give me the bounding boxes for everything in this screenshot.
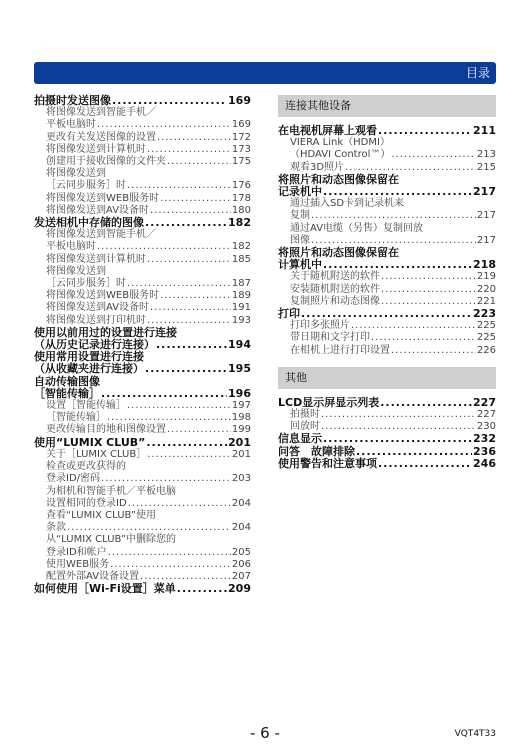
toc-subentry[interactable] [278,320,496,332]
toc-page-number: 220 [476,283,496,295]
toc-entry[interactable] [34,95,251,107]
toc-entry-title: 安装随机附送的软件 [290,283,380,295]
dot-leader [167,424,231,436]
toc-page-number: 225 [476,332,496,344]
dot-leader [108,547,231,559]
toc-page-number: 218 [473,258,496,272]
toc-entry[interactable] [278,174,496,198]
toc-page-number: 201 [231,448,251,460]
toc-entry-title: 平板电脑时 [46,241,96,253]
toc-entry[interactable] [278,458,496,470]
toc-entry-title: 复制 [290,210,310,222]
toc-entry-title: 将图像发送到计算机时 [46,253,146,265]
toc-subentry[interactable] [34,254,251,266]
dot-leader [110,559,231,571]
toc-subentry[interactable] [278,296,496,308]
toc-subentry[interactable] [34,412,251,424]
dot-leader [167,156,231,168]
toc-right-column [278,95,496,470]
dot-leader [381,284,476,296]
toc-page-number: 198 [231,412,251,424]
dot-leader [128,498,231,510]
toc-entry-title: 通过AV电缆（另售）复制回放 [290,222,424,234]
toc-entry-title: 打印多张照片 [290,320,350,332]
toc-entry-title: 将照片和动态图像保留在 [278,246,399,260]
toc-entry-title: 将图像发送到智能手机／ [46,229,156,241]
header-bar [34,62,496,84]
toc-entry-title: ［智能传输］ [34,386,100,400]
dot-leader [146,437,227,449]
toc-entry-title: 将图像发送到计算机时 [46,143,146,155]
toc-entry-title: 关于［LUMIX CLUB］ [46,448,147,460]
dot-leader [380,397,472,409]
toc-entry[interactable] [278,308,496,320]
toc-page-number: 201 [228,435,251,449]
toc-entry-title: 通过插入SD卡到记录机来 [290,198,405,210]
dot-leader [147,254,231,266]
toc-entry-title: 自动传输图像 [34,374,100,388]
dot-leader [391,345,476,357]
toc-page-number: 206 [231,558,251,570]
toc-page-number: 209 [228,582,251,596]
toc-subentry[interactable] [34,559,251,571]
toc-page-number: 169 [228,94,251,107]
toc-entry-title: 将图像发送到AV设备时 [46,302,150,314]
section-heading: 其他 [278,367,496,389]
toc-entry[interactable] [278,247,496,271]
dot-leader [323,259,472,271]
toc-entry-title: 配置外部AV设备设置 [46,570,140,582]
toc-entry-title: 将图像发送到WEB服务时 [46,192,160,204]
toc-entry-title: 将图像发送到 [46,168,106,180]
toc-entry-title: 计算机中 [278,258,322,272]
page-number: - 6 - [250,724,280,742]
dot-leader [321,421,476,433]
toc-page-number: 176 [231,180,251,192]
toc-page-number: 217 [473,185,496,199]
toc-entry-title: 在电视机屏幕上观看 [278,124,377,137]
dot-leader [127,400,231,412]
toc-entry[interactable] [34,583,251,595]
toc-entry-title: 登录ID和帐户 [46,546,107,558]
dot-leader [371,332,476,344]
toc-subentry[interactable] [34,266,251,290]
toc-subentry[interactable] [34,510,251,534]
toc-page-number: 215 [476,161,496,173]
toc-entry[interactable] [34,217,251,229]
toc-subentry[interactable] [34,144,251,156]
toc-entry-title: 更改传输目的地和图像设置 [46,424,166,436]
toc-page-number: 203 [231,473,251,485]
toc-page-number: 169 [231,119,251,131]
toc-page-number: 185 [231,253,251,265]
toc-entry-title: 复制照片和动态图像 [290,295,380,307]
dot-leader [145,363,227,375]
toc-page-number: 205 [231,546,251,558]
toc-entry-title: VIERA Link（HDMI） [290,137,390,149]
toc-page-number: 187 [231,278,251,290]
toc-entry-title: 拍摄时 [290,409,320,421]
toc-subentry[interactable] [34,461,251,485]
toc-entry-title: 将图像发送到 [46,265,106,277]
toc-entry[interactable] [34,437,251,449]
toc-entry[interactable] [278,125,496,137]
toc-page-number: 193 [231,314,251,326]
dot-leader [145,217,227,229]
toc-entry-title: 从“LUMIX CLUB”中删除您的 [46,534,177,546]
dot-leader [301,308,472,320]
toc-entry-title: 使用“LUMIX CLUB” [34,435,146,449]
toc-entry-title: 观看3D照片 [290,161,345,173]
toc-entry-title: 图像 [290,234,310,246]
toc-entry-title: 回放时 [290,421,320,433]
toc-subentry[interactable] [34,449,251,461]
toc-entry-title: 打印 [278,307,300,321]
toc-page-number: 211 [473,124,496,137]
dot-leader [381,296,476,308]
dot-leader [101,473,231,485]
toc-entry[interactable] [278,433,496,445]
toc-subentry[interactable] [34,193,251,205]
toc-entry-title: 将照片和动态图像保留在 [278,172,399,186]
toc-entry-title: 使用以前用过的设置进行连接 [34,325,177,339]
toc-entry-title: 设置［智能传输］ [46,400,126,412]
dot-leader [381,271,476,283]
dot-leader [351,320,476,332]
toc-entry-title: 检查或更改获得的 [46,461,126,473]
toc-subentry[interactable] [34,424,251,436]
toc-page-number: 195 [228,362,251,376]
toc-subentry[interactable] [278,284,496,296]
toc-page-number: 172 [231,131,251,143]
toc-page-number: 204 [231,522,251,534]
toc-entry-title: ［云同步服务］时 [46,278,126,290]
dot-leader [97,241,231,253]
toc-page-number: 178 [231,192,251,204]
dot-leader [150,302,231,314]
toc-page-number: 173 [231,143,251,155]
toc-entry-title: ［云同步服务］时 [46,180,126,192]
toc-page-number: 194 [228,338,251,352]
toc-entry-title: 条款 [46,522,66,534]
toc-entry-title: 创建用于接收图像的文件夹 [46,156,166,168]
toc-entry-title: 信息显示 [278,432,322,446]
toc-left-column [34,95,251,595]
dot-leader [321,409,476,421]
toc-entry-title: （从收藏夹进行连接） [34,362,144,376]
dot-leader [391,149,476,161]
toc-page-number: 213 [476,149,496,161]
toc-page-number: 217 [476,210,496,222]
dot-leader [160,290,231,302]
toc-entry-title: 将图像发送到智能手机／ [46,107,156,119]
toc-page-number: 225 [476,320,496,332]
toc-page-number: 199 [231,424,251,436]
toc-page-number: 230 [476,421,496,433]
toc-entry[interactable] [34,351,251,375]
toc-entry[interactable] [34,376,251,400]
toc-page-number: 232 [473,432,496,446]
dot-leader [97,119,231,131]
dot-leader [378,458,472,470]
toc-page-number: 180 [231,204,251,216]
toc-entry-title: 拍摄时发送图像 [34,94,111,107]
toc-entry-title: 如何使用［Wi-Fi设置］菜单 [34,582,176,596]
toc-subentry[interactable] [34,107,251,131]
toc-subentry[interactable] [278,223,496,247]
dot-leader [101,388,227,400]
toc-entry-title: 查看“LUMIX CLUB”使用 [46,509,157,521]
dot-leader [67,522,231,534]
toc-entry-title: 记录机中 [278,185,322,199]
toc-entry-title: （HDAVI Control™） [290,149,391,161]
toc-entry-title: LCD显示屏显示列表 [278,395,380,409]
toc-entry-title: ［智能传输］ [46,412,106,424]
toc-entry-title: 将图像发送到WEB服务时 [46,290,160,302]
dot-leader [378,125,472,137]
toc-page-number: 197 [231,400,251,412]
toc-page-number: 182 [228,216,251,230]
section-heading: 连接其他设备 [278,95,496,117]
toc-entry-title: （从历史记录进行连接） [34,338,155,352]
toc-entry-title: 设置相同的登录ID [46,497,127,509]
toc-entry-title: 使用警告和注意事项 [278,456,377,470]
toc-page-number: 236 [473,444,496,458]
dot-leader [156,339,227,351]
toc-subentry[interactable] [278,198,496,222]
toc-entry-title: 将图像发送到AV设备时 [46,204,150,216]
toc-entry-title: 更改有关发送图像的设置 [46,131,156,143]
toc-page-number: 204 [231,497,251,509]
toc-page-number: 182 [231,241,251,253]
toc-page-number: 226 [476,344,496,356]
toc-subentry[interactable] [34,486,251,510]
dot-leader [107,412,231,424]
header-title[interactable]: 目录 [465,66,490,80]
toc-page-number: 246 [473,456,496,470]
toc-entry[interactable] [278,397,496,409]
toc-page-number: 227 [473,395,496,409]
toc-entry-title: 带日期和文字打印 [290,332,370,344]
toc-entry-title: 为相机和智能手机／平板电脑 [46,485,176,497]
dot-leader [127,180,231,192]
toc-entry-title: 关于随机附送的软件 [290,271,380,283]
toc-entry-title: 使用WEB服务 [46,558,110,570]
toc-page-number: 196 [228,386,251,400]
toc-page-number: 175 [231,156,251,168]
dot-leader [160,193,231,205]
dot-leader [157,132,231,144]
toc-subentry[interactable] [278,332,496,344]
toc-entry-title: 平板电脑时 [46,119,96,131]
dot-leader [177,583,227,595]
dot-leader [311,210,476,222]
toc-subentry[interactable] [34,156,251,168]
toc-subentry[interactable] [34,302,251,314]
toc-entry-title: 在相机上进行打印设置 [290,344,390,356]
toc-page-number: 189 [231,290,251,302]
toc-page-number: 223 [473,307,496,321]
toc-entry-title: 问答 故障排除 [278,444,355,458]
dot-leader [112,95,227,107]
toc-subentry[interactable] [34,290,251,302]
toc-subentry[interactable] [34,132,251,144]
document-code: VQT4T33 [454,729,496,739]
dot-leader [147,144,231,156]
toc-subentry[interactable] [34,229,251,253]
dot-leader [147,449,231,461]
toc-entry-title: 使用常用设置进行连接 [34,350,144,364]
toc-entry-title: 将图像发送到打印机时 [46,314,146,326]
toc-page-number: 217 [476,234,496,246]
dot-leader [150,205,231,217]
toc-subentry[interactable] [34,168,251,192]
toc-subentry[interactable] [278,271,496,283]
toc-subentry[interactable] [278,409,496,421]
toc-subentry[interactable] [278,345,496,357]
toc-entry-title: 登录ID/密码 [46,473,101,485]
toc-entry-title: 发送相机中存储的图像 [34,216,144,230]
toc-page-number: 191 [231,302,251,314]
toc-entry[interactable] [34,327,251,351]
toc-subentry[interactable] [278,137,496,161]
dot-leader [323,433,472,445]
toc-subentry[interactable] [34,400,251,412]
toc-subentry[interactable] [34,534,251,558]
section-spacer [278,357,496,367]
dot-leader [127,278,231,290]
toc-page-number: 227 [476,409,496,421]
toc-page-number: 221 [476,295,496,307]
toc-page-number: 207 [231,570,251,582]
toc-page-number: 219 [476,271,496,283]
dot-leader [323,186,472,198]
